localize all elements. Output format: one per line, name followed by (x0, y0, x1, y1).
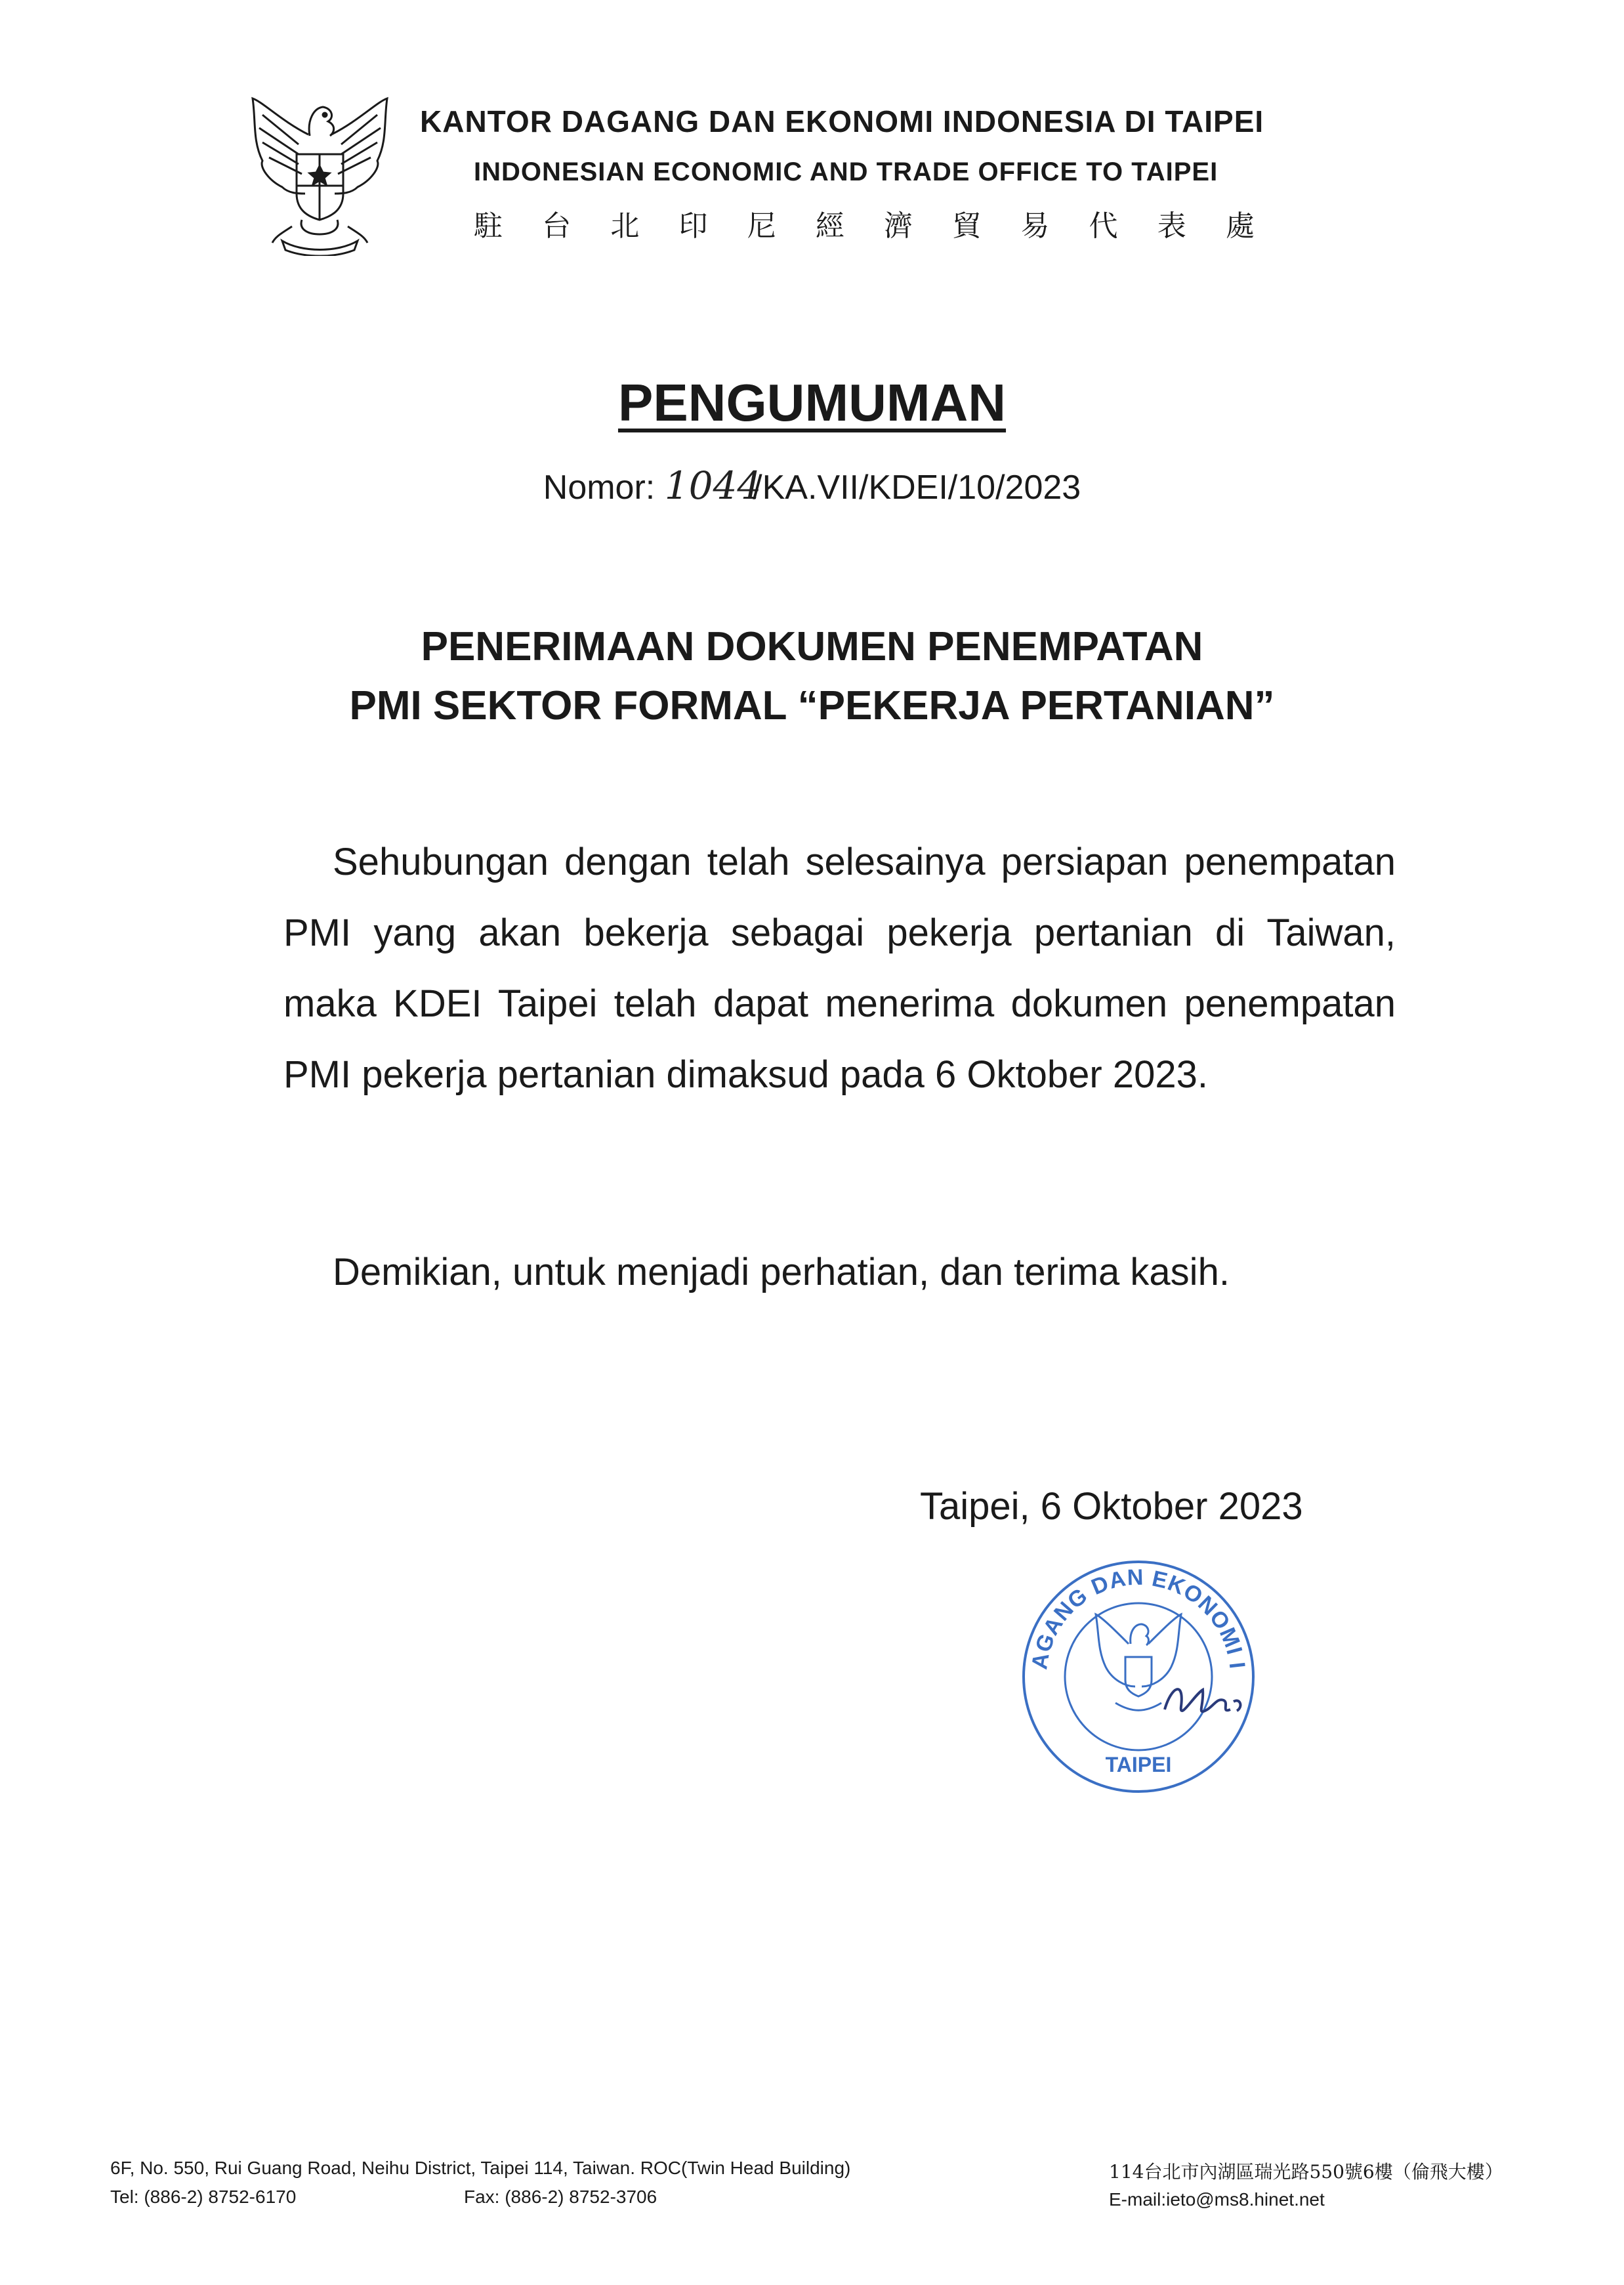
document-number (0, 463, 1624, 508)
body-paragraph: Sehubungan dengan telah selesainya persiapan penempatan PMI yang akan bekerja sebagai pekerja pertanian di Taiwan, maka KDEI Taipei telah dapat menerima dokumen penempatan PMI pekerja pertanian dimaksud pada 6 Oktober 2023. (283, 841, 1396, 1096)
closing-paragraph: Demikian, untuk menjadi perhatian, dan terima kasih. (333, 1251, 1230, 1293)
office-stamp (1007, 1545, 1296, 1808)
footer-address-zh: 114台北市內湖區瑞光路550號6樓（倫飛大樓） (1109, 2161, 1503, 2183)
letterhead-char: 表 (1157, 209, 1186, 243)
letterhead-char: 易 (1020, 209, 1050, 243)
letterhead-char: 台 (542, 209, 572, 243)
signature-mark (1165, 1689, 1240, 1711)
letterhead-char: 貿 (952, 209, 982, 243)
footer-fax: Fax: (886-2) 8752-3706 (464, 2187, 657, 2207)
letterhead-char: 代 (1089, 209, 1118, 243)
subject-line-2: PMI SEKTOR FORMAL “PEKERJA PERTANIAN” (349, 683, 1275, 728)
letterhead-char: 處 (1225, 209, 1255, 243)
place-date: Taipei, 6 Oktober 2023 (920, 1485, 1303, 1528)
letterhead-char: 濟 (884, 209, 913, 243)
letterhead-char: 尼 (747, 209, 776, 243)
footer-tel: Tel: (886-2) 8752-6170 (110, 2187, 297, 2207)
nomor-label: Nomor: (543, 469, 656, 507)
document-title (0, 373, 1624, 433)
garuda-emblem-icon (236, 95, 404, 256)
svg-text:KANTOR DAGANG DAN EKONOMI INDO (1007, 1545, 1250, 1671)
letterhead-char: 印 (678, 209, 708, 243)
letterhead-char: 北 (610, 209, 640, 243)
letterhead-line-chinese (474, 202, 1255, 244)
subject-line-1: PENERIMAAN DOKUMEN PENEMPATAN (421, 624, 1203, 669)
document-title-text: PENGUMUMAN (617, 373, 1007, 432)
stamp-text-top: AGANG DAN EKONOMI I (1027, 1564, 1250, 1671)
nomor-suffix: /KA.VII/KDEI/10/2023 (753, 469, 1081, 507)
letterhead-char: 駐 (474, 209, 503, 243)
stamp-text-bottom: TAIPEI (1105, 1753, 1172, 1776)
footer-address-en: 6F, No. 550, Rui Guang Road, Neihu District, Taipei 114, Taiwan. ROC(Twin Head Building) (110, 2158, 851, 2178)
letterhead-line-english: INDONESIAN ECONOMIC AND TRADE OFFICE TO TAIPEI (474, 157, 1218, 186)
letterhead-char: 經 (815, 209, 844, 243)
nomor-handwritten: 1044 (664, 463, 762, 508)
footer-email[interactable]: E-mail:ieto@ms8.hinet.net (1109, 2189, 1325, 2210)
letterhead-line-indonesian: KANTOR DAGANG DAN EKONOMI INDONESIA DI TAIPEI (420, 104, 1264, 138)
